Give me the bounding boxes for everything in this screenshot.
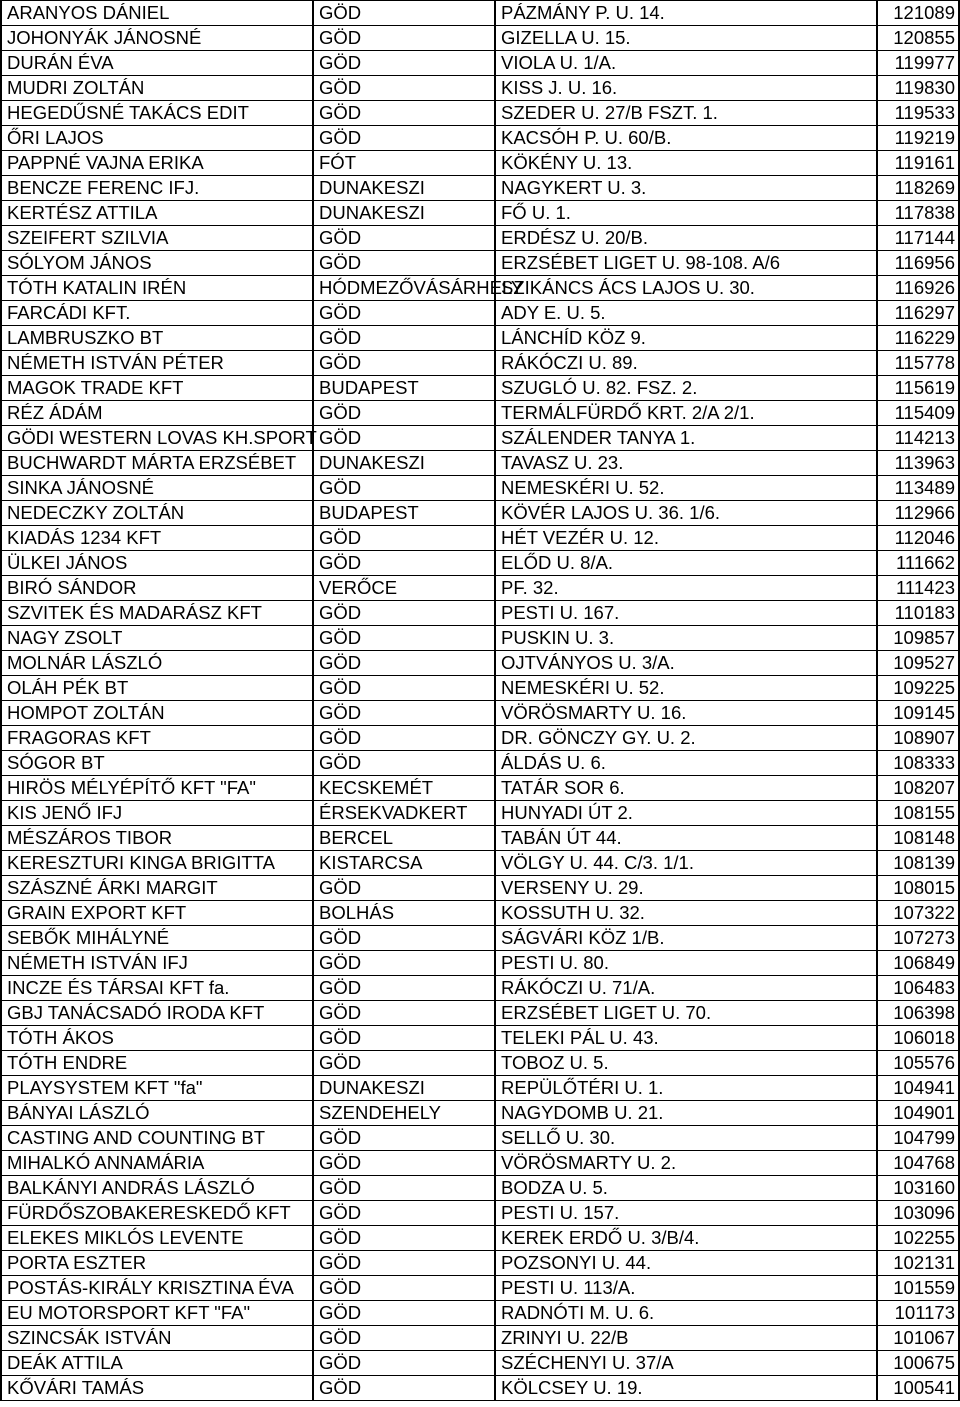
city-cell: GÖD [314, 101, 496, 125]
amount-cell: 101173 [878, 1301, 960, 1325]
table-row [2, 1326, 960, 1351]
city-cell: GÖD [314, 976, 496, 1000]
city-cell: GÖD [314, 226, 496, 250]
city-cell: GÖD [314, 1051, 496, 1075]
table-row [2, 1101, 960, 1126]
name-cell: BALKÁNYI ANDRÁS LÁSZLÓ [2, 1176, 314, 1200]
city-cell: KISTARCSA [314, 851, 496, 875]
table-row [2, 201, 960, 226]
address-cell: NAGYDOMB U. 21. [496, 1101, 878, 1125]
amount-cell: 106483 [878, 976, 960, 1000]
name-cell: EU MOTORSPORT KFT "FA" [2, 1301, 314, 1325]
address-cell: PUSKIN U. 3. [496, 626, 878, 650]
table-row [2, 951, 960, 976]
amount-cell: 102131 [878, 1251, 960, 1275]
amount-cell: 111423 [878, 576, 960, 600]
table-row [2, 1351, 960, 1376]
name-cell: KIADÁS 1234 KFT [2, 526, 314, 550]
amount-cell: 101559 [878, 1276, 960, 1300]
table-row [2, 101, 960, 126]
name-cell: GBJ TANÁCSADÓ IRODA KFT [2, 1001, 314, 1025]
amount-cell: 113963 [878, 451, 960, 475]
table-row [2, 751, 960, 776]
amount-cell: 119977 [878, 51, 960, 75]
name-cell: KERTÉSZ ATTILA [2, 201, 314, 225]
table-row [2, 1051, 960, 1076]
city-cell: GÖD [314, 401, 496, 425]
name-cell: SZINCSÁK ISTVÁN [2, 1326, 314, 1350]
city-cell: GÖD [314, 126, 496, 150]
name-cell: SZÁSZNÉ ÁRKI MARGIT [2, 876, 314, 900]
amount-cell: 119830 [878, 76, 960, 100]
table-row [2, 851, 960, 876]
table-row [2, 76, 960, 101]
city-cell: GÖD [314, 251, 496, 275]
amount-cell: 119219 [878, 126, 960, 150]
amount-cell: 112966 [878, 501, 960, 525]
address-cell: RADNÓTI M. U. 6. [496, 1301, 878, 1325]
amount-cell: 116956 [878, 251, 960, 275]
city-cell: GÖD [314, 676, 496, 700]
city-cell: GÖD [314, 601, 496, 625]
address-cell: PÁZMÁNY P. U. 14. [496, 1, 878, 25]
city-cell: BUDAPEST [314, 501, 496, 525]
table-row [2, 451, 960, 476]
name-cell: SÓGOR BT [2, 751, 314, 775]
name-cell: ELEKES MIKLÓS LEVENTE [2, 1226, 314, 1250]
amount-cell: 100675 [878, 1351, 960, 1375]
city-cell: GÖD [314, 1251, 496, 1275]
address-cell: PESTI U. 113/A. [496, 1276, 878, 1300]
amount-cell: 106398 [878, 1001, 960, 1025]
address-cell: TELEKI PÁL U. 43. [496, 1026, 878, 1050]
city-cell: DUNAKESZI [314, 1076, 496, 1100]
amount-cell: 115619 [878, 376, 960, 400]
amount-cell: 119161 [878, 151, 960, 175]
address-cell: TABÁN ÚT 44. [496, 826, 878, 850]
amount-cell: 100541 [878, 1376, 960, 1400]
table-row [2, 426, 960, 451]
city-cell: GÖD [314, 926, 496, 950]
address-cell: SZÉCHENYI U. 37/A [496, 1351, 878, 1375]
table-row [2, 726, 960, 751]
name-cell: BUCHWARDT MÁRTA ERZSÉBET [2, 451, 314, 475]
address-cell: BODZA U. 5. [496, 1176, 878, 1200]
amount-cell: 116926 [878, 276, 960, 300]
amount-cell: 108333 [878, 751, 960, 775]
name-cell: TÓTH ÁKOS [2, 1026, 314, 1050]
address-cell: HUNYADI ÚT 2. [496, 801, 878, 825]
city-cell: BOLHÁS [314, 901, 496, 925]
name-cell: TÓTH KATALIN IRÉN [2, 276, 314, 300]
city-cell: GÖD [314, 1276, 496, 1300]
address-cell: VIOLA U. 1/A. [496, 51, 878, 75]
table-row [2, 551, 960, 576]
city-cell: DUNAKESZI [314, 176, 496, 200]
address-cell: RÁKÓCZI U. 71/A. [496, 976, 878, 1000]
city-cell: BERCEL [314, 826, 496, 850]
city-cell: FÓT [314, 151, 496, 175]
table-row [2, 801, 960, 826]
amount-cell: 103160 [878, 1176, 960, 1200]
amount-cell: 118269 [878, 176, 960, 200]
name-cell: MUDRI ZOLTÁN [2, 76, 314, 100]
name-cell: INCZE ÉS TÁRSAI KFT fa. [2, 976, 314, 1000]
address-cell: ERZSÉBET LIGET U. 70. [496, 1001, 878, 1025]
name-cell: BIRÓ SÁNDOR [2, 576, 314, 600]
name-cell: MAGOK TRADE KFT [2, 376, 314, 400]
name-cell: FRAGORAS KFT [2, 726, 314, 750]
amount-cell: 108155 [878, 801, 960, 825]
table-row [2, 1201, 960, 1226]
address-cell: POZSONYI U. 44. [496, 1251, 878, 1275]
address-cell: TATÁR SOR 6. [496, 776, 878, 800]
address-cell: VÖRÖSMARTY U. 16. [496, 701, 878, 725]
address-cell: PESTI U. 167. [496, 601, 878, 625]
address-cell: KEREK ERDŐ U. 3/B/4. [496, 1226, 878, 1250]
city-cell: KECSKEMÉT [314, 776, 496, 800]
amount-cell: 116297 [878, 301, 960, 325]
amount-cell: 102255 [878, 1226, 960, 1250]
city-cell: ÉRSEKVADKERT [314, 801, 496, 825]
name-cell: POSTÁS-KIRÁLY KRISZTINA ÉVA [2, 1276, 314, 1300]
table-row [2, 876, 960, 901]
name-cell: DEÁK ATTILA [2, 1351, 314, 1375]
name-cell: SEBŐK MIHÁLYNÉ [2, 926, 314, 950]
name-cell: GRAIN EXPORT KFT [2, 901, 314, 925]
amount-cell: 108148 [878, 826, 960, 850]
address-cell: ZRINYI U. 22/B [496, 1326, 878, 1350]
table-row [2, 176, 960, 201]
name-cell: NEDECZKY ZOLTÁN [2, 501, 314, 525]
city-cell: DUNAKESZI [314, 451, 496, 475]
name-cell: PLAYSYSTEM KFT "fa" [2, 1076, 314, 1100]
amount-cell: 106018 [878, 1026, 960, 1050]
table-row [2, 301, 960, 326]
amount-cell: 106849 [878, 951, 960, 975]
name-cell: FARCÁDI KFT. [2, 301, 314, 325]
address-cell: SZIKÁNCS ÁCS LAJOS U. 30. [496, 276, 878, 300]
table-row [2, 501, 960, 526]
table-row [2, 776, 960, 801]
table-row [2, 251, 960, 276]
city-cell: GÖD [314, 51, 496, 75]
amount-cell: 104768 [878, 1151, 960, 1175]
city-cell: GÖD [314, 1176, 496, 1200]
amount-cell: 115409 [878, 401, 960, 425]
name-cell: MIHALKÓ ANNAMÁRIA [2, 1151, 314, 1175]
amount-cell: 107273 [878, 926, 960, 950]
table-row [2, 1376, 960, 1401]
city-cell: GÖD [314, 751, 496, 775]
address-cell: HÉT VEZÉR U. 12. [496, 526, 878, 550]
address-cell: KÖVÉR LAJOS U. 36. 1/6. [496, 501, 878, 525]
name-cell: KERESZTURI KINGA BRIGITTA [2, 851, 314, 875]
address-cell: KÖKÉNY U. 13. [496, 151, 878, 175]
city-cell: GÖD [314, 1226, 496, 1250]
address-cell: ÁLDÁS U. 6. [496, 751, 878, 775]
name-cell: NAGY ZSOLT [2, 626, 314, 650]
amount-cell: 109857 [878, 626, 960, 650]
table-row [2, 1026, 960, 1051]
address-cell: PF. 32. [496, 576, 878, 600]
city-cell: GÖD [314, 726, 496, 750]
amount-cell: 113489 [878, 476, 960, 500]
name-cell: PAPPNÉ VAJNA ERIKA [2, 151, 314, 175]
city-cell: HÓDMEZŐVÁSÁRHELY [314, 276, 496, 300]
table-row [2, 1226, 960, 1251]
city-cell: GÖD [314, 1376, 496, 1400]
name-cell: HIRÖS MÉLYÉPÍTŐ KFT "FA" [2, 776, 314, 800]
city-cell: GÖD [314, 476, 496, 500]
amount-cell: 108015 [878, 876, 960, 900]
table-row [2, 1, 960, 26]
city-cell: GÖD [314, 351, 496, 375]
name-cell: BÁNYAI LÁSZLÓ [2, 1101, 314, 1125]
address-cell: DR. GÖNCZY GY. U. 2. [496, 726, 878, 750]
city-cell: GÖD [314, 526, 496, 550]
address-cell: TERMÁLFÜRDŐ KRT. 2/A 2/1. [496, 401, 878, 425]
city-cell: GÖD [314, 1001, 496, 1025]
table-row [2, 701, 960, 726]
address-cell: REPÜLŐTÉRI U. 1. [496, 1076, 878, 1100]
name-cell: ARANYOS DÁNIEL [2, 1, 314, 25]
amount-cell: 108907 [878, 726, 960, 750]
city-cell: GÖD [314, 1351, 496, 1375]
amount-cell: 108139 [878, 851, 960, 875]
city-cell: GÖD [314, 626, 496, 650]
address-cell: KISS J. U. 16. [496, 76, 878, 100]
name-cell: NÉMETH ISTVÁN PÉTER [2, 351, 314, 375]
address-cell: PESTI U. 157. [496, 1201, 878, 1225]
name-cell: ÜLKEI JÁNOS [2, 551, 314, 575]
table-row [2, 1301, 960, 1326]
name-cell: BENCZE FERENC IFJ. [2, 176, 314, 200]
amount-cell: 115778 [878, 351, 960, 375]
amount-cell: 116229 [878, 326, 960, 350]
name-cell: KŐVÁRI TAMÁS [2, 1376, 314, 1400]
name-cell: SÓLYOM JÁNOS [2, 251, 314, 275]
city-cell: GÖD [314, 426, 496, 450]
table-row [2, 376, 960, 401]
table-row [2, 1076, 960, 1101]
amount-cell: 109527 [878, 651, 960, 675]
address-cell: NAGYKERT U. 3. [496, 176, 878, 200]
city-cell: SZENDEHELY [314, 1101, 496, 1125]
city-cell: GÖD [314, 26, 496, 50]
table-row [2, 926, 960, 951]
address-cell: TOBOZ U. 5. [496, 1051, 878, 1075]
table-row [2, 1251, 960, 1276]
table-row [2, 626, 960, 651]
name-cell: GÖDI WESTERN LOVAS KH.SPORT [2, 426, 314, 450]
address-cell: ERDÉSZ U. 20/B. [496, 226, 878, 250]
city-cell: GÖD [314, 326, 496, 350]
address-cell: ERZSÉBET LIGET U. 98-108. A/6 [496, 251, 878, 275]
name-cell: DURÁN ÉVA [2, 51, 314, 75]
amount-cell: 105576 [878, 1051, 960, 1075]
city-cell: GÖD [314, 651, 496, 675]
amount-cell: 104901 [878, 1101, 960, 1125]
table-row [2, 1176, 960, 1201]
amount-cell: 121089 [878, 1, 960, 25]
table-row [2, 526, 960, 551]
address-cell: NEMESKÉRI U. 52. [496, 476, 878, 500]
address-cell: ADY E. U. 5. [496, 301, 878, 325]
address-cell: SZEDER U. 27/B FSZT. 1. [496, 101, 878, 125]
address-cell: SZUGLÓ U. 82. FSZ. 2. [496, 376, 878, 400]
address-cell: KACSÓH P. U. 60/B. [496, 126, 878, 150]
address-cell: VERSENY U. 29. [496, 876, 878, 900]
address-cell: SZÁLENDER TANYA 1. [496, 426, 878, 450]
address-cell: FŐ U. 1. [496, 201, 878, 225]
city-cell: GÖD [314, 1301, 496, 1325]
address-cell: ELŐD U. 8/A. [496, 551, 878, 575]
city-cell: GÖD [314, 701, 496, 725]
address-cell: KÖLCSEY U. 19. [496, 1376, 878, 1400]
name-cell: JOHONYÁK JÁNOSNÉ [2, 26, 314, 50]
city-cell: VERŐCE [314, 576, 496, 600]
name-cell: HEGEDŰSNÉ TAKÁCS EDIT [2, 101, 314, 125]
name-cell: SINKA JÁNOSNÉ [2, 476, 314, 500]
name-cell: MOLNÁR LÁSZLÓ [2, 651, 314, 675]
city-cell: GÖD [314, 1026, 496, 1050]
name-cell: MÉSZÁROS TIBOR [2, 826, 314, 850]
table-row [2, 326, 960, 351]
city-cell: GÖD [314, 1126, 496, 1150]
amount-cell: 111662 [878, 551, 960, 575]
city-cell: GÖD [314, 1, 496, 25]
table-row [2, 601, 960, 626]
address-cell: TAVASZ U. 23. [496, 451, 878, 475]
address-cell: PESTI U. 80. [496, 951, 878, 975]
name-cell: NÉMETH ISTVÁN IFJ [2, 951, 314, 975]
amount-cell: 109145 [878, 701, 960, 725]
city-cell: DUNAKESZI [314, 201, 496, 225]
address-cell: KOSSUTH U. 32. [496, 901, 878, 925]
name-cell: PORTA ESZTER [2, 1251, 314, 1275]
city-cell: BUDAPEST [314, 376, 496, 400]
table-row [2, 1126, 960, 1151]
table-row [2, 276, 960, 301]
city-cell: GÖD [314, 1326, 496, 1350]
table-row [2, 651, 960, 676]
city-cell: GÖD [314, 1151, 496, 1175]
table-row [2, 151, 960, 176]
table-row [2, 401, 960, 426]
address-cell: GIZELLA U. 15. [496, 26, 878, 50]
city-cell: GÖD [314, 76, 496, 100]
address-cell: SÁGVÁRI KÖZ 1/B. [496, 926, 878, 950]
table-row [2, 901, 960, 926]
amount-cell: 110183 [878, 601, 960, 625]
city-cell: GÖD [314, 876, 496, 900]
name-cell: LAMBRUSZKO BT [2, 326, 314, 350]
table-row [2, 1001, 960, 1026]
name-cell: SZEIFERT SZILVIA [2, 226, 314, 250]
amount-cell: 101067 [878, 1326, 960, 1350]
amount-cell: 107322 [878, 901, 960, 925]
address-cell: RÁKÓCZI U. 89. [496, 351, 878, 375]
table-row [2, 226, 960, 251]
amount-cell: 120855 [878, 26, 960, 50]
amount-cell: 117838 [878, 201, 960, 225]
table-row [2, 26, 960, 51]
address-cell: VÖLGY U. 44. C/3. 1/1. [496, 851, 878, 875]
table-row [2, 1276, 960, 1301]
amount-cell: 117144 [878, 226, 960, 250]
table-row [2, 976, 960, 1001]
table-row [2, 676, 960, 701]
name-cell: OLÁH PÉK BT [2, 676, 314, 700]
name-cell: RÉZ ÁDÁM [2, 401, 314, 425]
name-cell: TÓTH ENDRE [2, 1051, 314, 1075]
address-cell: LÁNCHÍD KÖZ 9. [496, 326, 878, 350]
city-cell: GÖD [314, 551, 496, 575]
amount-cell: 104941 [878, 1076, 960, 1100]
amount-cell: 103096 [878, 1201, 960, 1225]
amount-cell: 112046 [878, 526, 960, 550]
address-cell: NEMESKÉRI U. 52. [496, 676, 878, 700]
table-row [2, 51, 960, 76]
city-cell: GÖD [314, 951, 496, 975]
table-row [2, 1151, 960, 1176]
amount-cell: 108207 [878, 776, 960, 800]
address-cell: SELLŐ U. 30. [496, 1126, 878, 1150]
amount-cell: 119533 [878, 101, 960, 125]
name-cell: ŐRI LAJOS [2, 126, 314, 150]
city-cell: GÖD [314, 1201, 496, 1225]
table-row [2, 126, 960, 151]
name-cell: HOMPOT ZOLTÁN [2, 701, 314, 725]
amount-cell: 104799 [878, 1126, 960, 1150]
table-row [2, 576, 960, 601]
address-cell: VÖRÖSMARTY U. 2. [496, 1151, 878, 1175]
name-cell: FÜRDŐSZOBAKERESKEDŐ KFT [2, 1201, 314, 1225]
amount-cell: 114213 [878, 426, 960, 450]
table-row [2, 351, 960, 376]
address-cell: OJTVÁNYOS U. 3/A. [496, 651, 878, 675]
name-cell: CASTING AND COUNTING BT [2, 1126, 314, 1150]
name-cell: KIS JENŐ IFJ [2, 801, 314, 825]
name-cell: SZVITEK ÉS MADARÁSZ KFT [2, 601, 314, 625]
table-row [2, 476, 960, 501]
table-row [2, 826, 960, 851]
amount-cell: 109225 [878, 676, 960, 700]
city-cell: GÖD [314, 301, 496, 325]
